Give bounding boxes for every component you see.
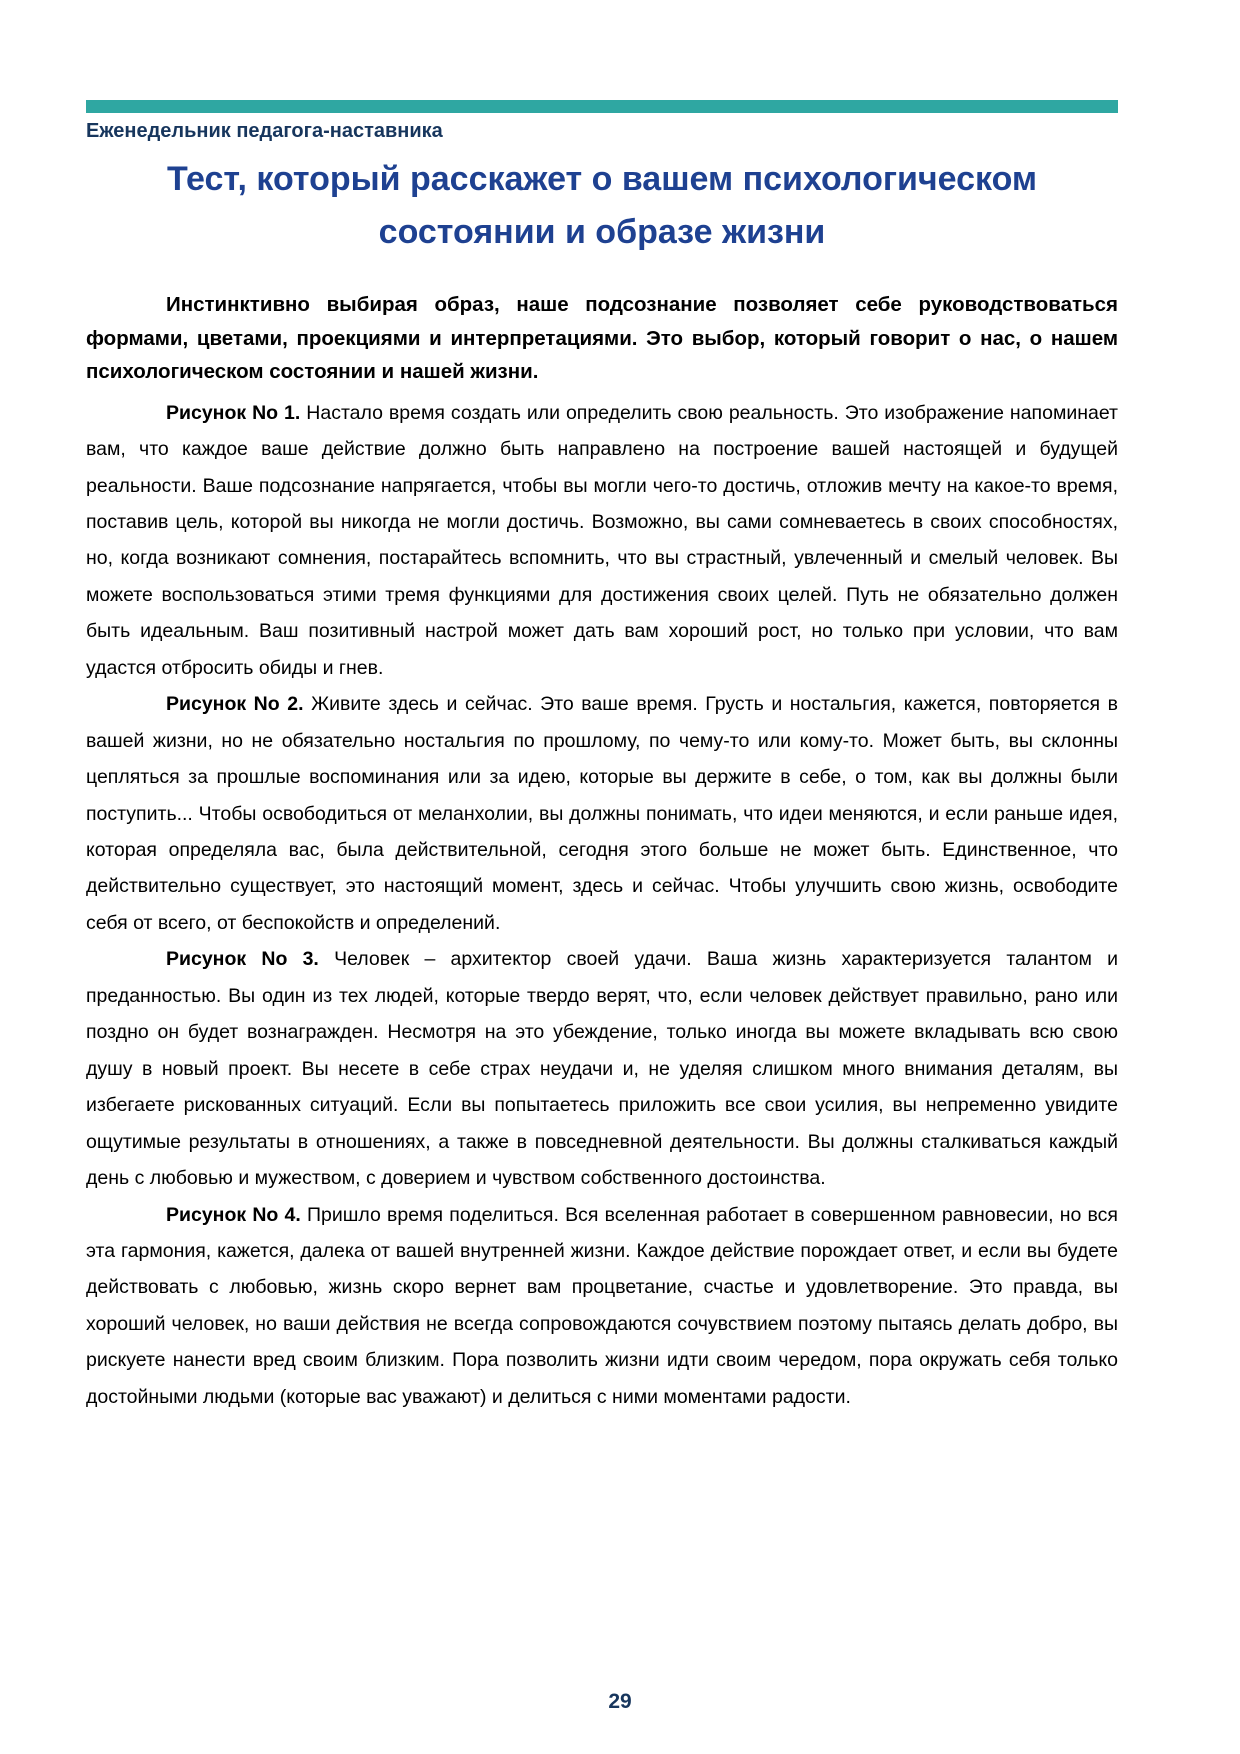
- figure-3-label: Рисунок No 3.: [166, 948, 319, 971]
- figure-2-label: Рисунок No 2.: [166, 693, 304, 716]
- header-accent-bar: [86, 100, 1118, 113]
- figure-1-paragraph: [86, 395, 1118, 687]
- figure-2-paragraph: [86, 686, 1118, 941]
- figure-1-text: Настало время создать или определить свою реальность. Это изображение напоминает вам, что каждое ваше действие должно быть направлено на построение вашей настоящей и будущей реальности. Ваше подсознание напрягается, чтобы вы могли чего-то достичь, отложив мечту на какое-то время, поставив цель, которой вы никогда не могли достичь. Возможно, вы сами сомневаетесь в своих способностях, но, когда возникают сомнения, постарайтесь вспомнить, что вы страстный, увлеченный и смелый человек. Вы можете воспользоваться этими тремя функциями для достижения своих целей. Путь не обязательно должен быть идеальным. Ваш позитивный настрой может дать вам хороший рост, но только при условии, что вам удастся отбросить обиды и гнев.: [86, 401, 1118, 679]
- figure-2-text: Живите здесь и сейчас. Это ваше время. Грусть и ностальгия, кажется, повторяется в вашей жизни, но не обязательно ностальгия по прошлому, по чему-то или кому-то. Может быть, вы склонны цепляться за прошлые воспоминания или за идею, которые вы держите в себе, о том, как вы должны были поступить... Чтобы освободиться от меланхолии, вы должны понимать, что идеи меняются, и если раньше идея, которая определяла вас, была действительной, сегодня этого больше не может быть. Единственное, что действительно существует, это настоящий момент, здесь и сейчас. Чтобы улучшить свою жизнь, освободите себя от всего, от беспокойств и определений.: [86, 693, 1118, 934]
- figure-3-paragraph: [86, 941, 1118, 1196]
- publication-name: Еженедельник педагога-наставника: [86, 120, 443, 142]
- page-number: 29: [608, 1690, 632, 1713]
- figure-4-label: Рисунок No 4.: [166, 1203, 301, 1226]
- intro-paragraph: Инстинктивно выбирая образ, наше подсознание позволяет себе руководствоваться формами, цветами, проекциями и интерпретациями. Это выбор, который говорит о нас, о нашем психологическом состоянии и нашей жизни.: [86, 293, 1118, 384]
- figure-4-text: Пришло время поделиться. Вся вселенная работает в совершенном равновесии, но вся эта гармония, кажется, далека от вашей внутренней жизни. Каждое действие порождает ответ, и если вы будете действовать с любовью, жизнь скоро вернет вам процветание, счастье и удовлетворение. Это правда, вы хороший человек, но ваши действия не всегда сопровождаются сочувствием поэтому пытаясь делать добро, вы рискуете нанести вред своим близким. Пора позволить жизни идти своим чередом, пора окружать себя только достойными людьми (которые вас уважают) и делиться с ними моментами радости.: [86, 1203, 1118, 1408]
- figure-4-paragraph: [86, 1197, 1118, 1416]
- figure-3-text: Человек – архитектор своей удачи. Ваша жизнь характеризуется талантом и преданностью. Вы один из тех людей, которые твердо верят, что, если человек действует правильно, рано или поздно он будет вознагражден. Несмотря на это убеждение, только иногда вы можете вкладывать всю свою душу в новый проект. Вы несете в себе страх неудачи и, не уделяя слишком много внимания деталям, вы избегаете рискованных ситуаций. Если вы попытаетесь приложить все свои усилия, вы непременно увидите ощутимые результаты в отношениях, а также в повседневной деятельности. Вы должны сталкиваться каждый день с любовью и мужеством, с доверием и чувством собственного достоинства.: [86, 948, 1118, 1190]
- figure-1-label: Рисунок No 1.: [166, 401, 301, 424]
- page-title: Тест, который расскажет о вашем психологическом состоянии и образе жизни: [166, 160, 1038, 251]
